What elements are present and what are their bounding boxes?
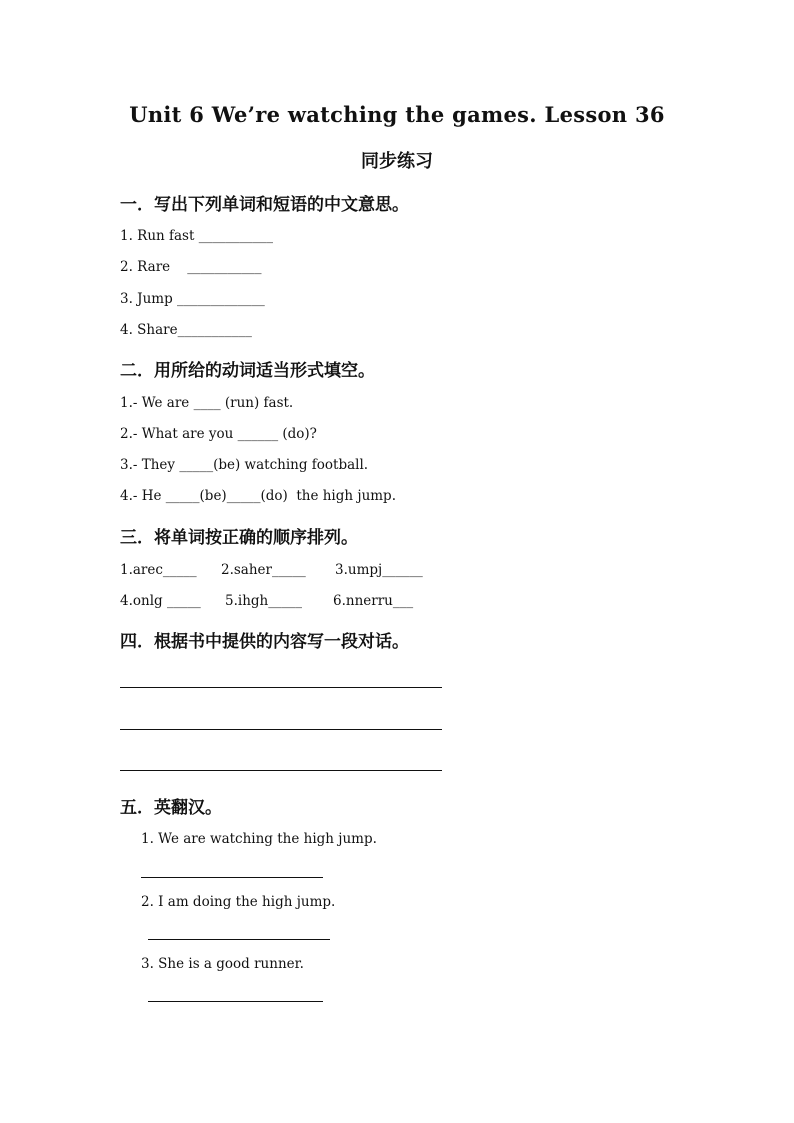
translate-answer-line[interactable]	[141, 877, 323, 878]
section-4-heading: 四．根据书中提供的内容写一段对话。	[120, 632, 409, 652]
dialogue-answer-line[interactable]	[120, 687, 442, 688]
section-2-heading: 二．用所给的动词适当形式填空。	[120, 361, 375, 381]
section-5-heading: 五．英翻汉。	[120, 798, 222, 818]
scramble-item-5: 5.ihgh_____	[225, 593, 302, 609]
scramble-item-4: 4.onlg _____	[120, 593, 201, 609]
page-title: Unit 6 We’re watching the games. Lesson 36	[129, 102, 665, 127]
dialogue-answer-line[interactable]	[120, 729, 442, 730]
verb-item-1: 1.- We are ____ (run) fast.	[120, 395, 294, 411]
vocab-item-2: 2. Rare ___________	[120, 259, 262, 275]
translate-item-1: 1. We are watching the high jump.	[141, 831, 377, 847]
scramble-item-1: 1.arec_____	[120, 562, 197, 578]
section-3-heading: 三．将单词按正确的顺序排列。	[120, 528, 358, 548]
verb-item-4: 4.- He _____(be)_____(do) the high jump.	[120, 488, 396, 504]
scramble-item-6: 6.nnerru___	[333, 593, 414, 609]
translate-item-3: 3. She is a good runner.	[141, 956, 304, 972]
verb-item-3: 3.- They _____(be) watching football.	[120, 457, 369, 473]
dialogue-answer-line[interactable]	[120, 770, 442, 771]
section-1-heading: 一．写出下列单词和短语的中文意思。	[120, 195, 409, 215]
vocab-item-1: 1. Run fast ___________	[120, 228, 273, 244]
vocab-item-4: 4. Share___________	[120, 322, 252, 338]
page-subtitle: 同步练习	[361, 151, 433, 172]
scramble-item-2: 2.saher_____	[221, 562, 306, 578]
scramble-item-3: 3.umpj______	[335, 562, 423, 578]
translate-answer-line[interactable]	[148, 1001, 323, 1002]
verb-item-2: 2.- What are you ______ (do)?	[120, 426, 317, 442]
translate-answer-line[interactable]	[148, 939, 330, 940]
translate-item-2: 2. I am doing the high jump.	[141, 894, 336, 910]
vocab-item-3: 3. Jump _____________	[120, 291, 265, 307]
